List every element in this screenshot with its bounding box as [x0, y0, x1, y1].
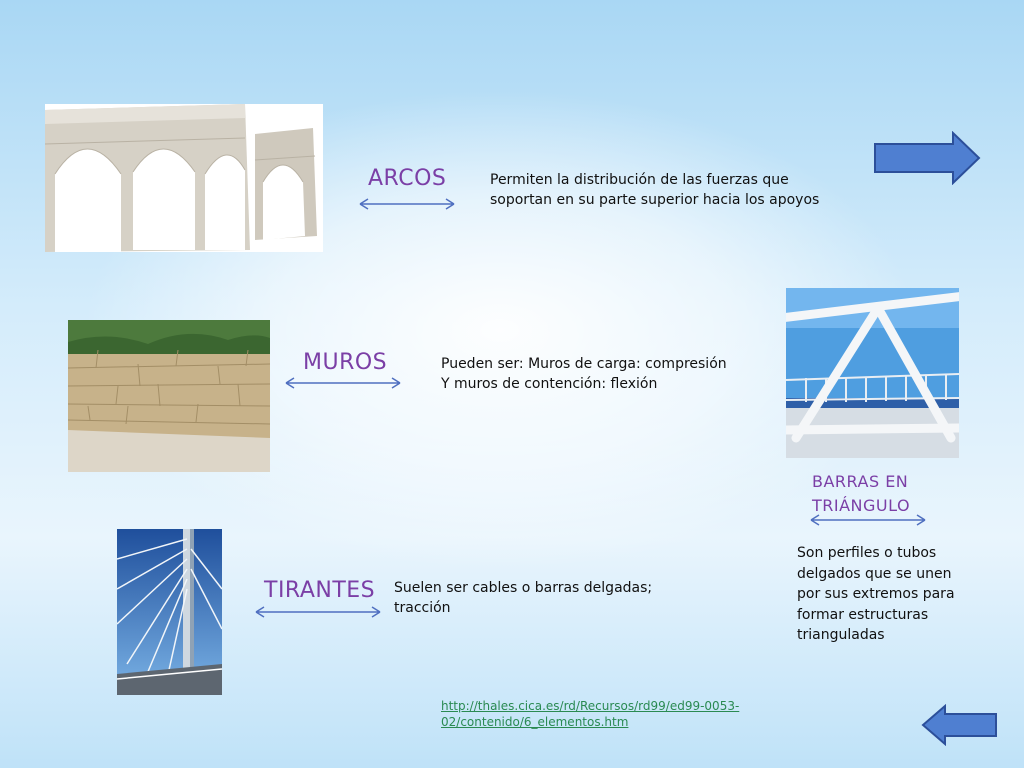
source-link[interactable]	[441, 698, 739, 730]
barras-title	[812, 470, 910, 518]
truss-image	[786, 288, 959, 458]
arcos-desc-line2: soportan en su parte superior hacia los apoyos	[490, 192, 820, 208]
cable-stayed-bridge-image	[117, 529, 222, 695]
next-slide-button[interactable]	[873, 131, 981, 185]
double-arrow-icon	[254, 605, 382, 619]
tirantes-desc-line2: tracción	[394, 600, 451, 616]
previous-slide-button[interactable]	[921, 704, 998, 746]
double-arrow-icon	[284, 376, 402, 390]
right-arrow-icon	[873, 131, 981, 185]
double-arrow-icon	[809, 513, 927, 527]
left-arrow-icon	[921, 704, 998, 746]
tirantes-description	[394, 578, 652, 618]
tirantes-desc-line1: Suelen ser cables o barras delgadas;	[394, 580, 653, 596]
muros-title: MUROS	[303, 350, 388, 375]
source-link-line2[interactable]: 02/contenido/6_elementos.htm	[441, 715, 629, 729]
arcos-desc-line1: Permiten la distribución de las fuerzas que	[490, 172, 789, 188]
tirantes-title: TIRANTES	[264, 578, 376, 603]
wall-image	[68, 320, 270, 472]
arcos-title: ARCOS	[368, 166, 447, 191]
arcos-description	[490, 170, 819, 210]
arches-image	[45, 104, 323, 252]
barras-description: Son perfiles o tubos delgados que se unen por sus extremos para formar estructuras trianguladas	[797, 545, 955, 643]
barras-title-line2: TRIÁNGULO	[812, 496, 911, 515]
muros-desc-line1: Pueden ser: Muros de carga: compresión	[441, 356, 727, 372]
muros-desc-line2: Y muros de contención: flexión	[441, 376, 658, 392]
double-arrow-icon	[358, 197, 456, 211]
barras-title-line1: BARRAS EN	[812, 472, 909, 491]
muros-description	[441, 354, 727, 394]
source-link-line1[interactable]: http://thales.cica.es/rd/Recursos/rd99/ed99-0053-	[441, 699, 740, 713]
